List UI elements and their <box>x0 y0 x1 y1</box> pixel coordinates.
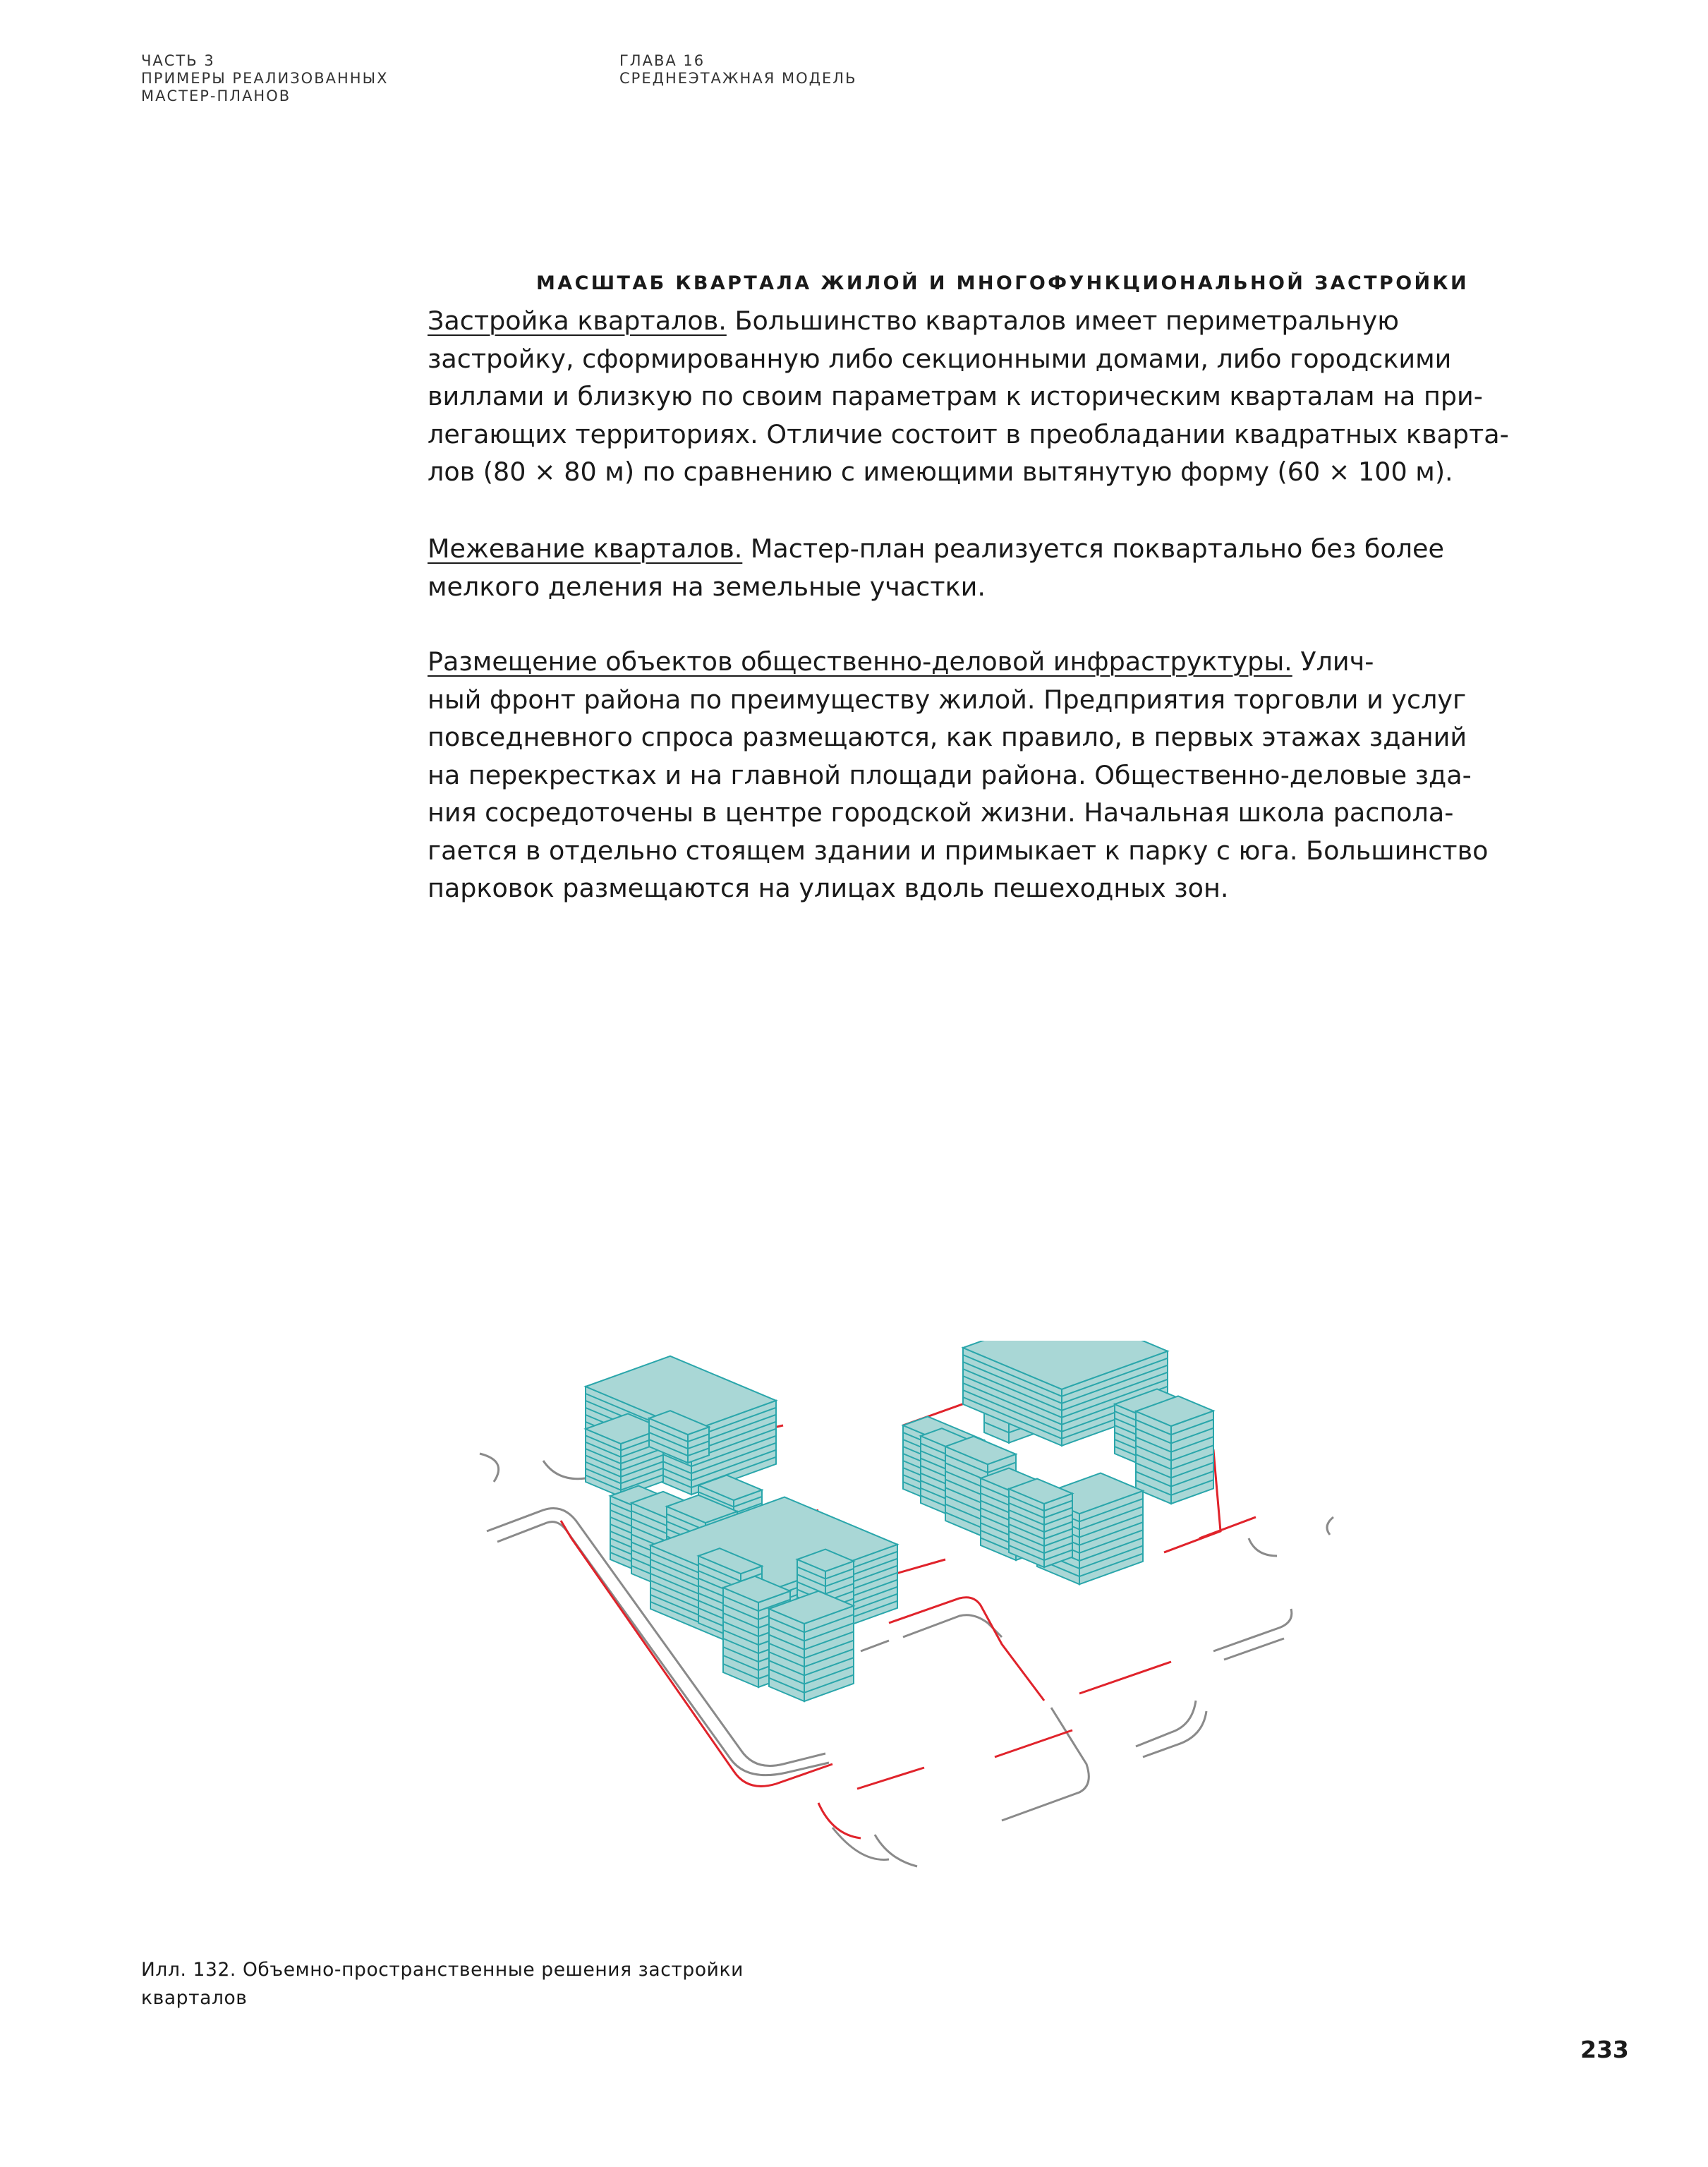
paragraph-lead: Межевание кварталов. <box>428 533 743 564</box>
paragraph-line: гается в отдельно стоящем здании и примыкает к парку с юга. Большинство <box>428 835 1489 866</box>
road-curb <box>1213 1609 1292 1651</box>
block-massing-illustration <box>466 1341 1355 1877</box>
paragraph-line: легающих территориях. Отличие состоит в преобладании квадратных кварта- <box>428 418 1509 449</box>
running-head-line: МАСТЕР-ПЛАНОВ <box>141 87 291 104</box>
building <box>1136 1396 1213 1504</box>
street-network <box>480 1454 1333 1866</box>
paragraph-line: виллами и близкую по своим параметрам к историческим кварталам на при- <box>428 381 1483 411</box>
paragraph-block-development <box>428 302 1528 491</box>
street-front-line <box>818 1803 861 1838</box>
paragraph-text: Большинство кварталов имеет периметральную <box>726 306 1399 336</box>
paragraph-block-infrastructure <box>428 643 1528 907</box>
figure-caption <box>141 1956 744 2012</box>
street-front-line <box>1079 1662 1171 1694</box>
paragraph-line: мелкого деления на земельные участки. <box>428 571 986 602</box>
building <box>769 1591 854 1701</box>
road-curb <box>1002 1708 1089 1821</box>
caption-line: Илл. 132. Объемно-пространственные решения застройки <box>141 1959 744 1981</box>
running-head-line: ЧАСТЬ 3 <box>141 52 215 69</box>
street-front-line <box>995 1730 1072 1757</box>
running-head-line: ГЛАВА 16 <box>619 52 705 69</box>
section-title: МАСШТАБ КВАРТАЛА ЖИЛОЙ И МНОГОФУНКЦИОНАЛЬНОЙ ЗАСТРОЙКИ <box>536 272 1470 294</box>
running-head-part <box>141 52 388 105</box>
page-number: 233 <box>1580 2036 1629 2063</box>
paragraph-text: Улич- <box>1292 646 1374 677</box>
street-front-line <box>857 1768 924 1789</box>
paragraph-line: застройку, сформированную либо секционными домами, либо городскими <box>428 343 1452 374</box>
paragraph-line: парковок размещаются на улицах вдоль пешеходных зон. <box>428 873 1229 903</box>
paragraph-first-line <box>428 530 1528 568</box>
paragraph-block-surveying <box>428 530 1528 605</box>
road-curb <box>480 1454 499 1482</box>
road-curb <box>1327 1517 1333 1535</box>
building-face <box>769 1609 804 1701</box>
caption-line: кварталов <box>141 1987 248 2009</box>
road-curb <box>875 1835 917 1866</box>
paragraph-line: ный фронт района по преимуществу жилой. Предприятия торговли и услуг <box>428 684 1467 715</box>
road-curb <box>861 1641 889 1651</box>
building <box>1009 1479 1072 1567</box>
paragraph-lead: Размещение объектов общественно-деловой инфраструктуры. <box>428 646 1292 677</box>
buildings <box>586 1341 1213 1701</box>
road-curb <box>1249 1538 1277 1556</box>
paragraph-line: на перекрестках и на главной площади района. Общественно-деловые зда- <box>428 759 1472 790</box>
road-curb <box>1224 1638 1284 1660</box>
building-face <box>1171 1411 1213 1504</box>
paragraph-first-line <box>428 302 1528 340</box>
paragraph-line: повседневного спроса размещаются, как правило, в первых этажах зданий <box>428 722 1467 752</box>
paragraph-line: ния сосредоточены в центре городской жизни. Начальная школа распола- <box>428 797 1454 828</box>
paragraph-first-line <box>428 643 1528 681</box>
paragraph-text: Мастер-план реализуется поквартально без более <box>742 533 1444 564</box>
running-head-chapter <box>619 52 856 87</box>
paragraph-line: лов (80 × 80 м) по сравнению с имеющими вытянутую форму (60 × 100 м). <box>428 457 1453 487</box>
street-front-line <box>1199 1517 1256 1538</box>
running-head-line: СРЕДНЕЭТАЖНАЯ МОДЕЛЬ <box>619 70 857 87</box>
running-head-line: ПРИМЕРЫ РЕАЛИЗОВАННЫХ <box>141 70 389 87</box>
paragraph-lead: Застройка кварталов. <box>428 306 727 336</box>
road-curb <box>1143 1711 1206 1757</box>
street-front-line <box>889 1598 1044 1701</box>
